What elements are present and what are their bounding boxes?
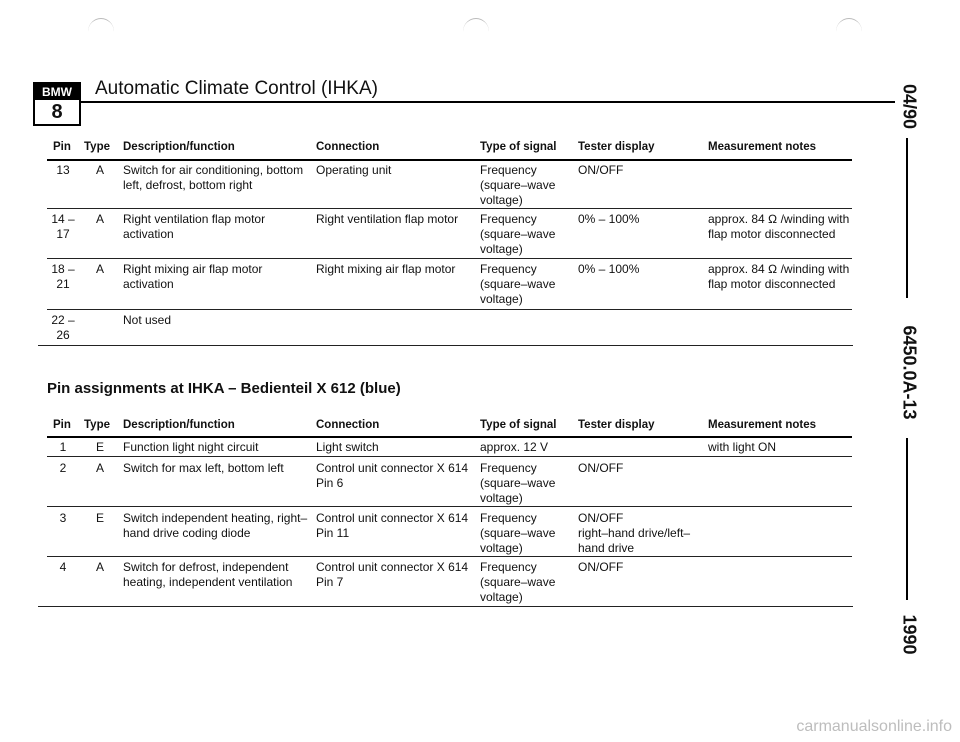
cell-pin: 3 bbox=[59, 511, 67, 525]
cell-connection: Pin 7 bbox=[316, 575, 344, 589]
cell-measurement-notes: flap motor disconnected bbox=[708, 277, 836, 291]
cell-signal-type: approx. 12 V bbox=[480, 440, 549, 454]
side-rule bbox=[906, 438, 908, 600]
column-header-description: Description/function bbox=[123, 419, 235, 431]
logo-series: 8 bbox=[51, 101, 63, 123]
cell-tester-display: ON/OFF bbox=[578, 560, 624, 574]
cell-signal-type: Frequency bbox=[480, 212, 537, 226]
column-header-type: Type bbox=[84, 141, 110, 153]
cell-signal-type: Frequency bbox=[480, 163, 537, 177]
cell-signal-type: voltage) bbox=[480, 193, 523, 207]
cell-measurement-notes: approx. 84 Ω /winding with bbox=[708, 212, 850, 226]
column-header-tester-display: Tester display bbox=[578, 141, 655, 153]
column-header-pin: Pin bbox=[53, 141, 71, 153]
cell-pin: 4 bbox=[59, 560, 67, 574]
cell-connection: Control unit connector X 614 bbox=[316, 560, 469, 574]
cell-signal-type: (square–wave bbox=[480, 476, 556, 490]
cell-pin: 26 bbox=[56, 328, 70, 342]
cell-description: activation bbox=[123, 277, 174, 291]
column-header-type: Type bbox=[84, 419, 110, 431]
row-rule bbox=[47, 456, 852, 457]
cell-measurement-notes: approx. 84 Ω /winding with bbox=[708, 262, 850, 276]
side-rule bbox=[906, 138, 908, 298]
cell-pin: 18 – bbox=[51, 262, 75, 276]
row-rule bbox=[47, 309, 852, 310]
side-doc-code: 6450.0A-13 bbox=[899, 325, 920, 420]
cell-description: Function light night circuit bbox=[123, 440, 259, 454]
cell-type: A bbox=[95, 212, 104, 226]
cell-connection: Control unit connector X 614 bbox=[316, 511, 469, 525]
cell-type: A bbox=[95, 560, 104, 574]
row-rule bbox=[47, 556, 852, 557]
page-title: Automatic Climate Control (IHKA) bbox=[95, 78, 378, 99]
cell-signal-type: voltage) bbox=[480, 590, 523, 604]
cell-signal-type: voltage) bbox=[480, 491, 523, 505]
cell-pin: 17 bbox=[56, 227, 70, 241]
cell-description: Right ventilation flap motor bbox=[123, 212, 266, 226]
cell-type: A bbox=[95, 461, 104, 475]
cell-tester-display: 0% – 100% bbox=[578, 262, 640, 276]
column-header-description: Description/function bbox=[123, 141, 235, 153]
cell-description: Right mixing air flap motor bbox=[123, 262, 263, 276]
cell-signal-type: Frequency bbox=[480, 511, 537, 525]
cell-type: A bbox=[95, 262, 104, 276]
cell-description: Switch for defrost, independent bbox=[123, 560, 289, 574]
cell-tester-display: 0% – 100% bbox=[578, 212, 640, 226]
column-header-connection: Connection bbox=[316, 419, 380, 431]
cell-signal-type: Frequency bbox=[480, 560, 537, 574]
header-rule bbox=[47, 436, 852, 438]
cell-signal-type: (square–wave bbox=[480, 575, 556, 589]
cell-connection: Right mixing air flap motor bbox=[316, 262, 456, 276]
cell-description: Switch independent heating, right– bbox=[123, 511, 308, 525]
cell-type: E bbox=[95, 511, 104, 525]
punch-hole-mark bbox=[836, 18, 862, 45]
cell-description: hand drive coding diode bbox=[123, 526, 251, 540]
cell-pin: 21 bbox=[56, 277, 70, 291]
cell-tester-display: ON/OFF bbox=[578, 163, 624, 177]
cell-pin: 22 – bbox=[51, 313, 75, 327]
column-header-measurement-notes: Measurement notes bbox=[708, 141, 817, 153]
cell-signal-type: voltage) bbox=[480, 292, 523, 306]
column-header-connection: Connection bbox=[316, 141, 380, 153]
cell-connection: Pin 6 bbox=[316, 476, 344, 490]
column-header-tester-display: Tester display bbox=[578, 419, 655, 431]
cell-tester-display: ON/OFF bbox=[578, 461, 624, 475]
cell-pin: 2 bbox=[59, 461, 67, 475]
column-header-measurement-notes: Measurement notes bbox=[708, 419, 817, 431]
table-end-rule bbox=[38, 606, 853, 607]
side-year: 1990 bbox=[899, 614, 920, 655]
cell-pin: 1 bbox=[59, 440, 67, 454]
cell-signal-type: (square–wave bbox=[480, 526, 556, 540]
punch-hole-mark bbox=[88, 18, 114, 45]
header-rule bbox=[47, 159, 852, 161]
column-header-signal-type: Type of signal bbox=[480, 141, 557, 153]
cell-description: Not used bbox=[123, 313, 172, 327]
cell-signal-type: Frequency bbox=[480, 262, 537, 276]
cell-tester-display: ON/OFF bbox=[578, 511, 624, 525]
bmw-logo bbox=[33, 82, 81, 126]
cell-description: Switch for air conditioning, bottom bbox=[123, 163, 304, 177]
cell-connection: Light switch bbox=[316, 440, 379, 454]
cell-connection: Operating unit bbox=[316, 163, 392, 177]
table-end-rule bbox=[38, 345, 853, 346]
cell-measurement-notes: flap motor disconnected bbox=[708, 227, 836, 241]
cell-description: Switch for max left, bottom left bbox=[123, 461, 284, 475]
cell-signal-type: (square–wave bbox=[480, 277, 556, 291]
row-rule bbox=[47, 506, 852, 507]
cell-description: heating, independent ventilation bbox=[123, 575, 293, 589]
section-title: Pin assignments at IHKA – Bedienteil X 612 (blue) bbox=[47, 380, 401, 397]
cell-signal-type: (square–wave bbox=[480, 227, 556, 241]
logo-brand: BMW bbox=[35, 84, 79, 100]
cell-measurement-notes: with light ON bbox=[708, 440, 777, 454]
row-rule bbox=[47, 208, 852, 209]
side-date: 04/90 bbox=[899, 83, 920, 130]
cell-tester-display: right–hand drive/left– bbox=[578, 526, 691, 540]
cell-signal-type: (square–wave bbox=[480, 178, 556, 192]
row-rule bbox=[47, 258, 852, 259]
cell-connection: Control unit connector X 614 bbox=[316, 461, 469, 475]
cell-signal-type: Frequency bbox=[480, 461, 537, 475]
watermark: carmanualsonline.info bbox=[796, 718, 952, 735]
title-rule bbox=[80, 101, 895, 103]
cell-pin: 13 bbox=[56, 163, 70, 177]
cell-connection: Pin 11 bbox=[316, 526, 350, 540]
cell-tester-display: hand drive bbox=[578, 541, 635, 555]
column-header-pin: Pin bbox=[53, 419, 71, 431]
cell-signal-type: voltage) bbox=[480, 242, 523, 256]
cell-signal-type: voltage) bbox=[480, 541, 523, 555]
column-header-signal-type: Type of signal bbox=[480, 419, 557, 431]
punch-hole-mark bbox=[463, 18, 489, 45]
cell-pin: 14 – bbox=[51, 212, 75, 226]
cell-connection: Right ventilation flap motor bbox=[316, 212, 459, 226]
cell-type: E bbox=[95, 440, 104, 454]
cell-description: left, defrost, bottom right bbox=[123, 178, 253, 192]
cell-description: activation bbox=[123, 227, 174, 241]
cell-type: A bbox=[95, 163, 104, 177]
